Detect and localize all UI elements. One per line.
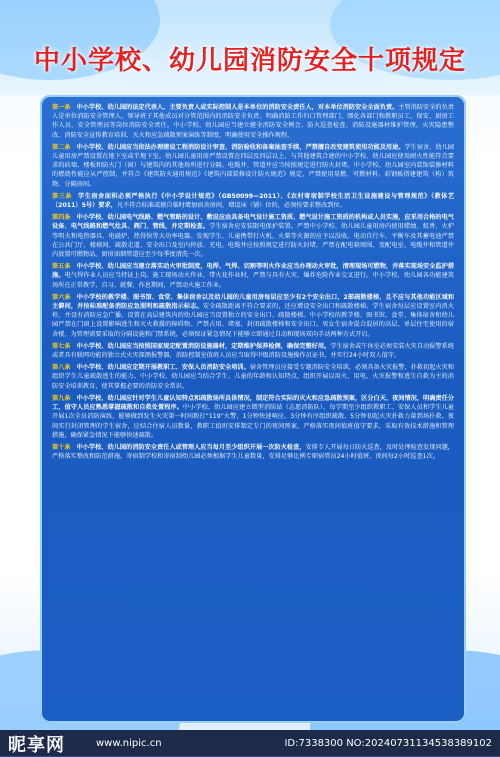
rule-clause (52, 192, 454, 210)
clause-number: 第六条 (52, 293, 71, 301)
rule-clause (52, 262, 454, 290)
clause-lead: 中小学校、幼儿园的法定代表人、主要负责人或实际控制人是本单位的消防安全责任人，对本单位消防安全全面负责。 (76, 104, 399, 111)
clause-body: 安全疏散距离不符合要求的，还应增设安全出口和疏散楼梯。学生宿舍每层应设置室内消火栓，并设有消防应急广播。设置在高层建筑内的幼儿园应当设置独立的安全出口、疏散楼梯。中小学校的教学楼、图书馆、食堂、集体宿舍和幼儿园严禁在门窗上设置影响逃生和灭火救援的障碍物。严禁占用、堵塞、封闭疏散楼梯和安全出口。男女生宿舍混合混居的高层、单层住宅使用的宿舍楼，为管理需要采取的分隔设施和门禁系统，必须保证紧急情况下能够立即通过自动和现场双向手动两种方式开启。 (52, 303, 455, 338)
clause-number: 第五条 (52, 263, 71, 271)
clause-body: 主管消防安全的负责人是单位消防安全管理人，领导班子其他成员对分管范围内的消防安全负责。明确消防工作归口管理部门，细化各部门和教职员工、保安、厨房工作人员、安全管理员等岗位消防安全责任。中小学校、幼儿园应当建立健全消防安全例会、防火巡查检查、消防设施器材维护管理、火灾隐患整改、消防安全宣传教育培训、灭火和应急疏散预案演练等制度，明确使用安全操作规程。 (52, 104, 454, 139)
clause-lead: 中小学校、幼儿园电气线路、燃气管路的设计、敷设应由具备电气设计施工资质、燃气设计施工资质的机构或人员实施，应采用合格的电气设备、电气线路和燃气灶具、阀门、管线，并定期检查。 (52, 214, 454, 231)
clause-number: 第九条 (52, 394, 71, 402)
watermark-footer (0, 730, 500, 756)
poster-title: 中小学校、幼儿园消防安全十项规定 (33, 46, 466, 76)
image-id: ID:7338300 NO:20240731134538389102 (284, 738, 492, 749)
clause-body: 学生宿舍、幼儿园儿童用房严禁设置在地下室或半地下室。幼儿园儿童用房严禁设置在四层及四层以上，与其他建筑合建的中小学校、幼儿园应使用耐火性能符合要求的砖墙、楼板和防火门（窗）与建筑内的其他场所进行分隔。电缆井、管道井应当按照规定进行防火封堵。中小学校、幼儿园室内装饰装修材料的燃烧性能应从严控制，并符合《建筑防火通用规范》《建筑内部装修设计防火规范》规定，严禁使用易燃、可燃材料、彩钢板搭建建筑（构）筑物、分隔房间。 (52, 143, 454, 188)
clause-number: 第七条 (52, 342, 71, 350)
site-url: www.nipic.cn (96, 738, 162, 749)
clause-lead: 中小学校、幼儿园的消防安全责任人或管理人应当每月至少组织开展一次防火检查， (76, 443, 306, 451)
clause-body: 凡不符合标准或擅自临时增加宿舍房间、增设床（铺）位的，必须按要求整改到位。 (116, 202, 346, 210)
rule-clause (52, 342, 454, 360)
rule-clause (52, 443, 454, 461)
rule-clause (52, 293, 454, 339)
clause-body: 宿舍管理员应接受专题消防安全培训，必须具备火灾报警、扑救初起火灾和组织学生儿童疏散逃生的能力。中小学校、幼儿园应当结合学生、儿童的年龄和认知特点，组织开展以用火、用电、火灾报警和逃生自救为主的消防安全培训教育，使其掌握必要的消防安全常识。 (52, 364, 454, 390)
site-logo: 昵享网 (8, 735, 65, 756)
clause-body: 中小学校、幼儿园应建立微型消防站（志愿消防队），每学期至少组织教职工、安保人员和学生儿童开展1次全员消防演练，能够做到发生火灾第一时间拨打“119”火警，1分钟快速响应、3分钟有序组织疏散、5分钟初起火灾扑救力量到场扑救。夜间实行封闭管理的学生宿舍，应结合住宿人员数量，教职工值班安排制定专门的夜间预案，严格落实夜间值班值守要求，采取有效技术措施和管理措施，确保紧急情况下能够快速疏散。 (52, 404, 454, 439)
clause-body: 学生宿舍或午休室必须安装火灾自动报警系统或者具有联网功能的独立式火灾探测报警器，消防控制室值班人员应当取得中级消防设施操作员证书，并实行24小时双人值守。 (52, 342, 454, 360)
rule-clause (52, 363, 454, 391)
clause-number: 第十条 (52, 443, 71, 451)
clause-number: 第三条 (52, 192, 73, 200)
rule-clause (52, 394, 454, 440)
clause-body: 学生宿舍应安装限电保护装置。严禁中小学校、幼儿园儿童用房内使用蜡烛、蚊香、火炉等明火和电热器具、电磁炉、热得快等大功率电器。发现学生、儿童携带打火机、火柴等火源的应予以没收。电动自行车、平衡车及其蓄电池严禁在公共门厅、楼梯间、疏散走道、安全出口及室内停放、充电。电缆井应按照规定进行防火封堵，严禁在配电箱周围、变配电室、电缆井和管道井内放置可燃物品。厨房油烟管道应至少每季度清洗一次。 (52, 223, 455, 259)
clause-lead: 中小学校、幼儿园应当建立落实动火审批制度，电焊、气焊、切割等明火作业应当办理动火审批，清理现场可燃物，并落实现场安全监护措施。 (52, 263, 454, 280)
clause-number: 第二条 (52, 143, 71, 151)
clause-lead: 中小学校的教学楼、图书馆、食堂、集体宿舍以及幼儿园的儿童用房每层应至少有2个安全出口，2部疏散楼梯，且不应与其他功能区域和主僻间，并按标准配备消防应急照明和疏散指示标志。 (52, 293, 455, 311)
clause-number: 第一条 (52, 104, 71, 111)
rules-panel (40, 95, 466, 723)
clause-body: 电气焊作业人员应当持证上岗。施工现场动火作业、带火花作业时，严禁与具有火灾、爆炸危险作业交叉进行。中小学校、幼儿园各功能建筑场所在正常教学、自习、就餐、作息期间，严禁动火施工作业。 (52, 272, 455, 289)
rule-clause (52, 143, 454, 189)
clause-lead: 学生宿舍面积必须严格执行《中小学设计规范》（GB50099—2011）、《农村寄宿制学校生活卫生设施建设与管理规范》（教体艺〔2011〕5号）要求， (52, 192, 455, 210)
rules-list (52, 103, 454, 464)
clause-lead: 中小学校、幼儿园应针对学生儿童认知特点和疏散场所具体情况，制定符合实际的灭火和应急疏散预案，区分白天、夜间情况，明确责任分工，值守人员应熟悉掌握疏散和自救处置程序。 (52, 394, 454, 412)
clause-lead: 中小学校、幼儿园应当依法办理建设工程消防设计审查、消防验收和备案抽查手续，严禁擅自改变建筑使用功能及用途。 (76, 143, 405, 151)
clause-lead: 中小学校、幼儿园应当按照国家规定配置消防设施器材，定期维护保养检测，确保完整好用。 (76, 342, 331, 350)
clause-number: 第八条 (52, 364, 71, 372)
rule-clause (52, 213, 454, 259)
rule-clause (52, 103, 454, 140)
clause-lead: 中小学校、幼儿园应定期开展教职工、安保人员消防安全培训。 (76, 364, 250, 372)
clause-number: 第四条 (52, 214, 71, 222)
clause-body: 安排专人开展每日防火巡查，及时处理检查发现问题，严格落实整改和防范措施。寄宿制学校和寄宿制幼儿园必须根据学生儿童数量，安排足够比例专职宿管员24小时值班，夜间每2小时巡查1次。 (52, 443, 454, 461)
